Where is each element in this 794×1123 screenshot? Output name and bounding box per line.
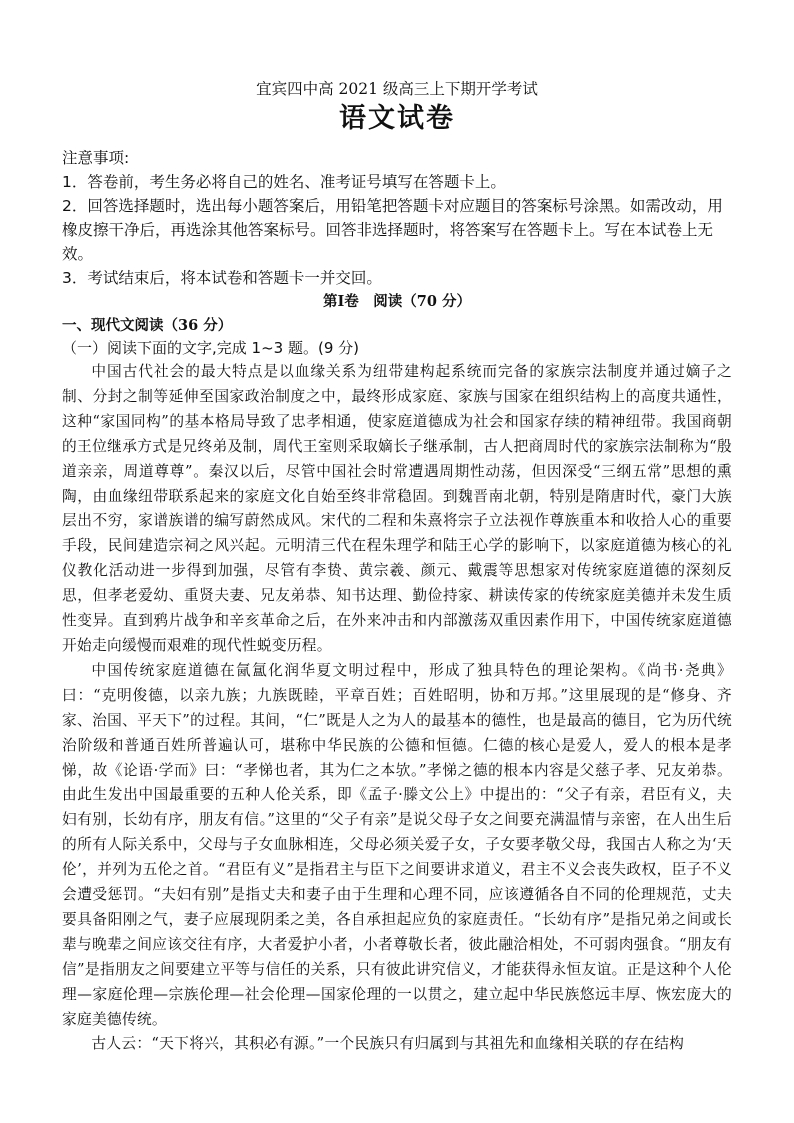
reading-passage: [62, 360, 732, 1057]
notice-item: 2．回答选择题时，选出每小题答案后，用铅笔把答题卡对应题目的答案标号涂黑。如需改动，用橡皮擦干净后，再选涂其他答案标号。回答非选择题时，将答案写在答题卡上。写在本试卷上无效。: [62, 197, 723, 263]
notice-item: 1．答卷前，考生务必将自己的姓名、准考证号填写在答题卡上。: [62, 173, 506, 191]
notice-heading: 注意事项:: [62, 149, 130, 167]
subsection-title: （一）阅读下面的文字,完成 1~3 题。(9 分): [62, 339, 359, 357]
volume-title: 第Ⅰ卷 阅读（70 分）: [322, 293, 471, 310]
notice-block: [62, 146, 732, 290]
passage-paragraph: 中国传统家庭道德在氤氲化润华夏文明过程中，形成了独具特色的理论架构。《尚书·尧典》曰：“克明俊德，以亲九族；九族既睦，平章百姓；百姓昭明，协和万邦。”这里展现的是“修身、齐家、治国、平天下”的过程。其间，“仁”既是人之为人的最基本的德性，也是最高的德目，它为历代统治阶级和普通百姓所普遍认可，堪称中华民族的公德和恒德。仁德的核心是爱人，爱人的根本是孝悌，故《论语·学而》曰：“孝悌也者，其为仁之本欤。”孝悌之德的根本内容是父慈子孝、兄友弟恭。由此生发出中国最重要的五种人伦关系，即《孟子·滕文公上》中提出的：“父子有亲，君臣有义，夫妇有别，长幼有序，朋友有信。”这里的“父子有亲”是说父母子女之间要充满温情与亲密，在人出生后的所有人际关系中，父母与子女血脉相连，父母必须关爱子女，子女要孝敬父母，我国古人称之为‘天伦’，并列为五伦之首。“君臣有义”是指君主与臣下之间要讲求道义，君主不义会丧失政权，臣子不义会遭受惩罚。“夫妇有别”是指丈夫和妻子由于生理和心理不同，应该遵循各自不同的伦理规范，丈夫要具备阳刚之气，妻子应展现阴柔之美，各自承担起应负的家庭责任。“长幼有序”是指兄弟之间或长辈与晚辈之间应该交往有序，大者爱护小者，小者尊敬长者，彼此融洽相处，不可弱肉强食。“朋友有信”是指朋友之间要建立平等与信任的关系，只有彼此讲究信义，才能获得永恒友谊。正是这种个人伦理—家庭伦理—宗族伦理—社会伦理—国家伦理的一以贯之，建立起中华民族悠远丰厚、恢宏庞大的家庭美德传统。: [62, 661, 732, 1028]
exam-title: 语文试卷: [339, 103, 455, 134]
section-title: 一、现代文阅读（36 分）: [62, 317, 233, 334]
notice-item: 3．考试结束后，将本试卷和答题卡一并交回。: [62, 269, 382, 287]
passage-paragraph: 古人云：“天下将兴，其积必有源。”一个民族只有归属到与其祖先和血缘相关联的存在结构: [91, 1035, 685, 1053]
passage-paragraph: 中国古代社会的最大特点是以血缘关系为纽带建构起系统而完备的家族宗法制度并通过嫡子之制、分封之制等延伸至国家政治制度之中，最终形成家庭、家族与国家在组织结构上的高度共通性，这种“家国同构”的基本格局导致了忠孝相通，使家庭道德成为社会和国家存续的精神纽带。我国商朝的王位继承方式是兄终弟及制，周代王室则采取嫡长子继承制，古人把商周时代的家族宗法制称为“殷道亲亲，周道尊尊”。秦汉以后，尽管中国社会时常遭遇周期性动荡，但因深受“三纲五常”思想的熏陶，由血缘纽带联系起来的家庭文化自始至终非常稳固。到魏晋南北朝，特别是隋唐时代，豪门大族层出不穷，家谱族谱的编写蔚然成风。宋代的二程和朱熹将宗子立法视作尊族重本和收拾人心的重要手段，民间建造宗祠之风兴起。元明清三代在程朱理学和陆王心学的影响下，以家庭道德为核心的礼仪教化活动进一步得到加强，尽管有李贽、黄宗羲、颜元、戴震等思想家对传统家庭道德的深刻反思，但孝老爱幼、重贤夫妻、兄友弟恭、知书达理、勤俭持家、耕读传家的传统家庭美德并未发生质性变异。直到鸦片战争和辛亥革命之后，在外来冲击和内部激荡双重因素作用下，中国传统家庭道德开始走向缓慢而艰难的现代性蜕变历程。: [62, 363, 732, 654]
school-exam-line: 宜宾四中高 2021 级高三上下期开学考试: [256, 80, 538, 98]
